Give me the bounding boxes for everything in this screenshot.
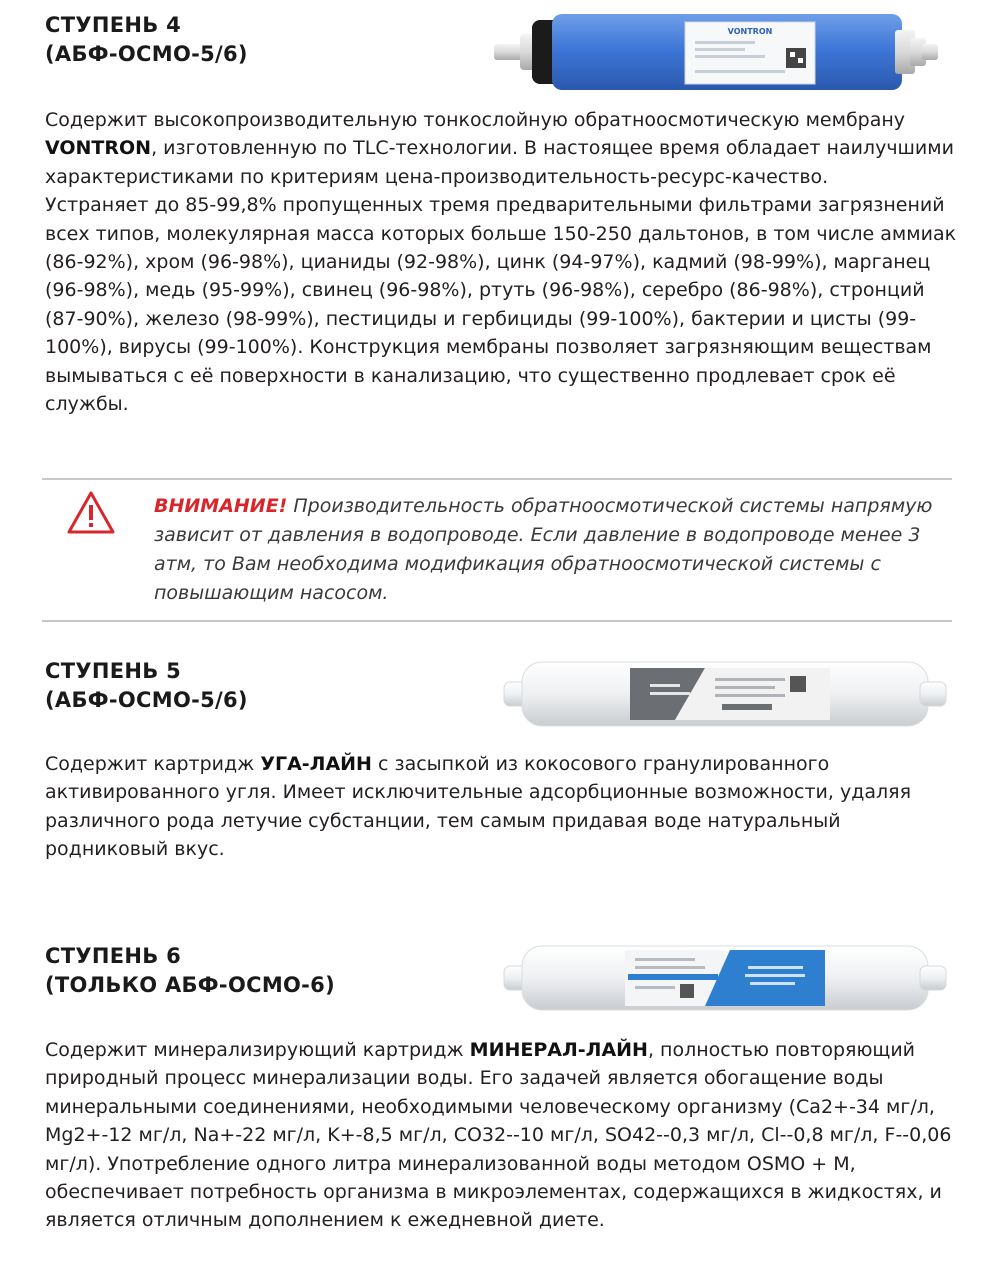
stage6-title-line1: СТУПЕНЬ 6: [45, 944, 182, 968]
stage4-para2: Устраняет до 85-99,8% пропущенных тремя предварительными фильтрами загрязнений всех типов, молекулярная масса которых больше 150-250 дальтонов, в том числе аммиак (86-92%), хром (96-98%), цианиды (92-98%), цинк (94-97%), кадмий (98-99%), марганец (96-98%), медь (95-99%), свинец (96-98%), ртуть (96-98%), серебро (86-98%), стронций (87-90%), железо (98-99%), пестициды и гербициды (99-100%), бактерии и цисты (99-100%), вирусы (99-100%). Конструкция мембраны позволяет загрязняющим веществам вымываться с её поверхности в канализацию, что существенно продлевает срок её службы.: [45, 194, 957, 416]
warning-top-divider: [42, 478, 952, 480]
stage5-title: [45, 657, 248, 715]
warning-text: [154, 492, 944, 608]
stage4-title-line1: СТУПЕНЬ 4: [45, 13, 182, 37]
stage5-title-line2: (АБФ-ОСМО-5/6): [45, 688, 248, 712]
warning-box: [42, 478, 952, 622]
stage4-para1-post: , изготовленную по TLC-технологии. В настоящее время обладает наилучшими характеристиками по критериям цена-производительность-ресурс-качество.: [45, 137, 954, 188]
stage6-description: [45, 1036, 965, 1235]
warning-label: ВНИМАНИЕ!: [154, 495, 288, 517]
warning-body: Производительность обратноосмотической системы напрямую зависит от давления в водопроводе. Если давление в водопроводе менее 3 атм, то Вам необходима модификация обратноосмотической системы с повышающим насосом.: [154, 495, 933, 604]
uga-line-cartridge-image: [500, 652, 950, 736]
stage6-para-bold: МИНЕРАЛ-ЛАЙН: [469, 1039, 648, 1061]
stage4-description: [45, 106, 965, 418]
warning-triangle-icon: [66, 490, 116, 536]
stage6-para-pre: Содержит минерализирующий картридж: [45, 1039, 470, 1061]
stage4-para1-pre: Содержит высокопроизводительную тонкослойную обратноосмотическую мембрану: [45, 109, 906, 131]
stage4-title: [45, 11, 248, 69]
stage5-title-line1: СТУПЕНЬ 5: [45, 659, 182, 683]
membrane-image: [490, 8, 950, 96]
stage5-description: [45, 750, 965, 864]
stage6-title-line2: (ТОЛЬКО АБФ-ОСМО-6): [45, 973, 335, 997]
stage4-title-line2: (АБФ-ОСМО-5/6): [45, 42, 248, 66]
warning-bottom-divider: [42, 620, 952, 622]
stage4-para1-bold: VONTRON: [45, 137, 152, 160]
stage5-para-post: с засыпкой из кокосового гранулированного активированного угля. Имеет исключительные адсорбционные возможности, удаляя различного рода летучие субстанции, тем самым придавая воде натуральный родниковый вкус.: [45, 753, 911, 861]
stage5-para-pre: Содержит картридж: [45, 753, 261, 775]
mineral-line-cartridge-image: [500, 936, 950, 1020]
stage6-para-post: , полностью повторяющий природный процесс минерализации воды. Его задачей является обогащение воды минеральными соединениями, необходимыми человеческому организму (Ca2+-34 мг/л, Mg2+-12 мг/л, Na+-22 мг/л, K+-8,5 мг/л, CO32--10 мг/л, SO42--0,3 мг/л, Cl--0,8 мг/л, F--0,06 мг/л). Употребление одного литра минерализованной воды методом OSMO + M, обеспечивает потребность организма в микроэлементах, содержащихся в жидкостях, и является отличным дополнением к ежедневной диете.: [45, 1039, 952, 1232]
membrane-brand-text: VONTRON: [727, 27, 773, 36]
stage5-para-bold: УГА-ЛАЙН: [260, 753, 372, 775]
stage6-title: [45, 942, 335, 1000]
